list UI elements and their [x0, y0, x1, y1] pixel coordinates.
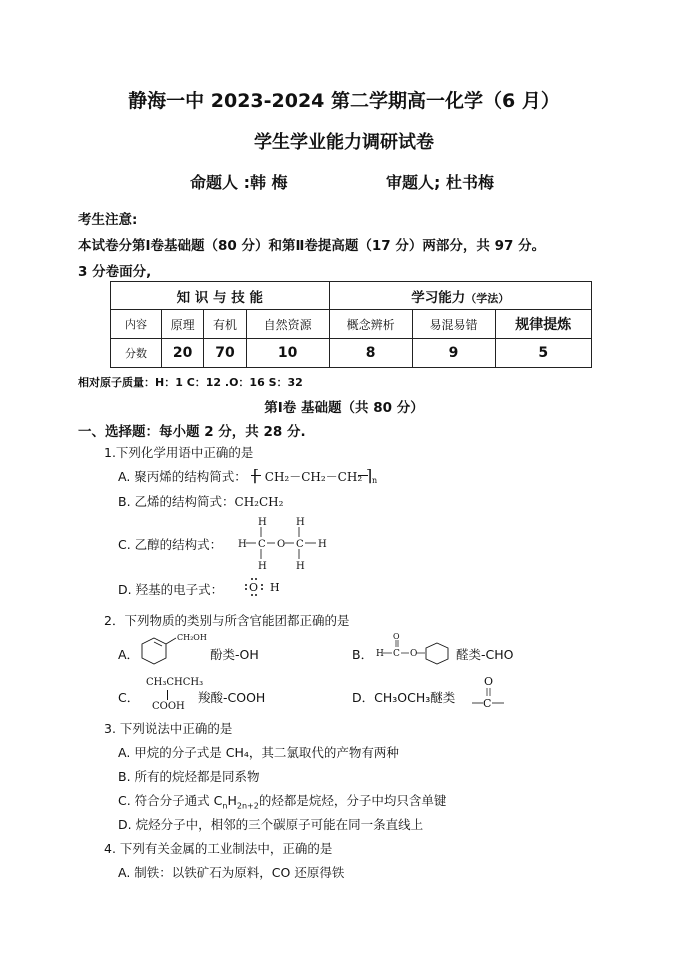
- atom-h: H: [296, 517, 305, 528]
- q3-c-sub: 2n+2: [236, 801, 259, 811]
- q2-b-label: B．: [352, 647, 374, 662]
- atom-o: O: [249, 581, 259, 594]
- phenyl-formate-structure: [374, 630, 458, 666]
- q3-option-a: A. 甲烷的分子式是 CH₄，其二氯取代的产物有两种: [118, 745, 399, 760]
- q3-option-b: B. 所有的烷烃都是同系物: [118, 769, 260, 784]
- q3-option-c: [118, 791, 446, 811]
- q1-option-a: [118, 466, 378, 485]
- atom-c: C: [258, 539, 266, 550]
- col-header: 概念辨析: [329, 310, 412, 339]
- score-cell: 20: [162, 339, 204, 368]
- q1-b-text: B. 乙烯的结构简式：: [118, 494, 235, 509]
- notice-line1: 本试卷分第Ⅰ卷基础题（80 分）和第Ⅱ卷提高题（17 分）两部分，共 97 分。: [78, 238, 546, 254]
- col-header: 规律提炼: [495, 310, 591, 339]
- col-header: 原理: [162, 310, 204, 339]
- q3-stem: 3. 下列说法中正确的是: [104, 721, 233, 736]
- atom-h: H: [238, 539, 247, 550]
- score-cell: 10: [246, 339, 329, 368]
- bracket-left: ⌈: [252, 466, 260, 485]
- q4-option-a: A. 制铁：以铁矿石为原料，CO 还原得铁: [118, 865, 345, 880]
- atom-h: H: [296, 561, 305, 572]
- q2-a-text: 酚类-OH: [210, 647, 259, 662]
- q1-option-b: [118, 492, 283, 510]
- score-cell: 70: [204, 339, 246, 368]
- col-header: 自然资源: [246, 310, 329, 339]
- row-label-score: 分数: [111, 339, 162, 368]
- score-cell: 8: [329, 339, 412, 368]
- score-table: [110, 281, 592, 368]
- q1-option-c: C. 乙醇的结构式：: [118, 537, 223, 552]
- q3-option-d: D. 烷烃分子中，相邻的三个碳原子可能在同一条直线上: [118, 817, 424, 832]
- q3-c-post: 的烃都是烷烃，分子中均只含单键: [258, 793, 447, 808]
- q1-a-formula: CH₂－CH₂－CH₂: [264, 470, 363, 484]
- q3-c-mid: H: [227, 793, 237, 808]
- q3-c-pre: C. 符合分子通式 C: [118, 793, 223, 808]
- atom-c: C: [483, 697, 492, 710]
- atom-h: H: [318, 539, 327, 550]
- hydroxyl-electron-formula: [244, 575, 284, 599]
- row-label-content: 内容: [111, 310, 162, 339]
- group-ability: [329, 282, 591, 310]
- atom-o: O: [484, 675, 494, 688]
- q1-a-text: A. 聚丙烯的结构简式：: [118, 469, 247, 484]
- atom-h: H: [258, 517, 267, 528]
- bracket-right: ⌉: [365, 466, 373, 485]
- ethanol-structure: [234, 514, 344, 572]
- bond-line: [167, 690, 168, 700]
- q2-c-bottom: COOH: [152, 701, 185, 712]
- q1-a-n: n: [371, 476, 378, 485]
- atom-o: O: [277, 539, 286, 550]
- atom-o: O: [393, 632, 400, 641]
- score-cell: 9: [412, 339, 495, 368]
- exam-subtitle: 学生学业能力调研试卷: [254, 132, 434, 153]
- ether-group-structure: [470, 674, 510, 710]
- reviewer-line: 审题人; 杜书梅: [386, 173, 494, 192]
- q2-b-text: 醛类-CHO: [456, 647, 514, 662]
- group-ability-label: 学习能力: [411, 289, 466, 306]
- atom-h: H: [270, 581, 280, 594]
- col-header: 有机: [204, 310, 246, 339]
- group-knowledge: 知 识 与 技 能: [111, 282, 330, 310]
- q2-d-text: D．CH₃OCH₃醚类: [352, 690, 456, 705]
- atom-o: O: [410, 649, 418, 659]
- atom-c: C: [296, 539, 304, 550]
- q1-b-formula: CH₂CH₂: [234, 495, 284, 509]
- q1-option-d: D. 羟基的电子式：: [118, 582, 224, 597]
- part1-heading: 一、选择题：每小题 2 分，共 28 分.: [78, 424, 306, 440]
- atomic-mass: 相对原子质量：H：1 C：12 .O：16 S：32: [78, 376, 303, 389]
- q1-stem: 1.下列化学用语中正确的是: [104, 445, 254, 460]
- benzyl-alcohol-structure: [140, 632, 210, 668]
- atom-c: C: [393, 649, 400, 659]
- atom-h: H: [376, 649, 384, 659]
- notice-line2: 3 分卷面分,: [78, 264, 152, 280]
- q2-c-label: C．: [118, 690, 140, 705]
- q4-stem: 4. 下列有关金属的工业制法中，正确的是: [104, 841, 333, 856]
- group-ability-note: （学法）: [465, 291, 510, 305]
- q2-a-sub: CH₂OH: [177, 633, 207, 642]
- polypropylene-formula: [251, 466, 378, 485]
- q2-c-top: CH₃CHCH₃: [146, 677, 204, 688]
- exam-title: 静海一中 2023-2024 第二学期高一化学（6 月）: [128, 90, 560, 112]
- notice-heading: 考生注意:: [78, 212, 138, 228]
- q2-c-text: 羧酸-COOH: [198, 690, 266, 705]
- score-cell: 5: [495, 339, 591, 368]
- section1-title: 第Ⅰ卷 基础题（共 80 分）: [264, 400, 424, 416]
- q2-stem: 2．下列物质的类别与所含官能团都正确的是: [104, 613, 350, 628]
- q3-c-n: n: [222, 801, 228, 811]
- q2-a-label: A．: [118, 647, 140, 662]
- author-line: 命题人 :韩 梅: [190, 173, 288, 192]
- col-header: 易混易错: [412, 310, 495, 339]
- atom-h: H: [258, 561, 267, 572]
